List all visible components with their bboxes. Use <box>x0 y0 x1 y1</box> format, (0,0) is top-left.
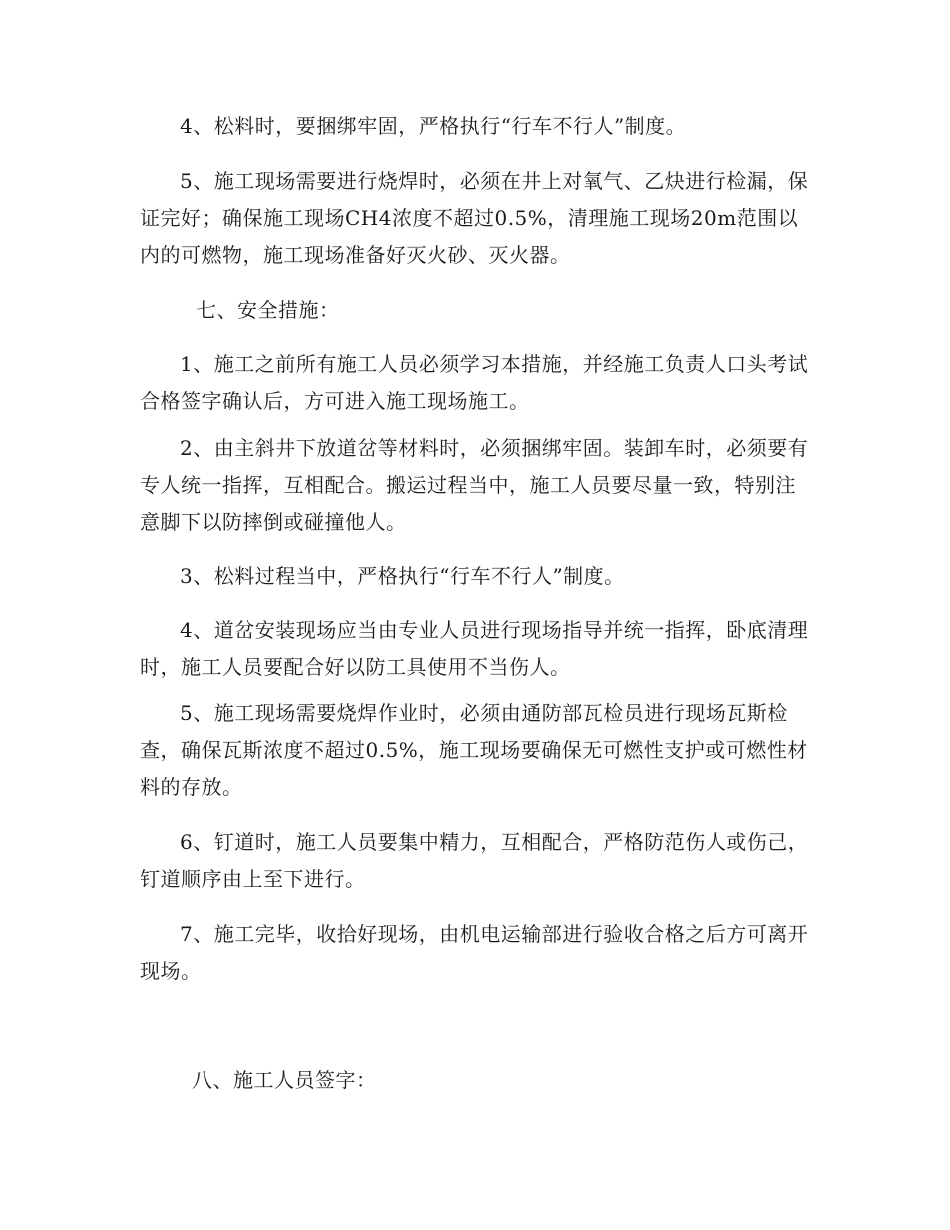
paragraph-1-study-measures: 1、施工之前所有施工人员必须学习本措施，并经施工负责人口头考试合格签字确认后，方可进入施工现场施工。 <box>140 352 809 413</box>
paragraph-7-acceptance: 7、施工完毕，收拾好现场，由机电运输部进行验收合格之后方可离开现场。 <box>140 922 809 983</box>
paragraph-4-loosen-material: 4、松料时，要捆绑牢固，严格执行“行车不行人”制度。 <box>180 114 687 138</box>
section-heading-signatures: 八、施工人员签字： <box>192 1068 377 1092</box>
paragraph-3-loosen-material: 3、松料过程当中，严格执行“行车不行人”制度。 <box>180 564 625 588</box>
paragraph-2-lowering-materials: 2、由主斜井下放道岔等材料时，必须捆绑牢固。装卸车时，必须要有专人统一指挥，互相配合。搬运过程当中，施工人员要尽量一致，特别注意脚下以防摔倒或碰撞他人。 <box>140 436 809 534</box>
paragraph-4-switch-installation: 4、道岔安装现场应当由专业人员进行现场指导并统一指挥，卧底清理时，施工人员要配合好以防工具使用不当伤人。 <box>140 618 809 679</box>
paragraph-5-gas-inspection: 5、施工现场需要烧焊作业时，必须由通防部瓦检员进行现场瓦斯检查，确保瓦斯浓度不超过0.5%，施工现场要确保无可燃性支护或可燃性材料的存放。 <box>140 701 808 799</box>
section-heading-safety-measures: 七、安全措施： <box>196 298 340 322</box>
paragraph-6-spiking: 6、钉道时，施工人员要集中精力，互相配合，严格防范伤人或伤己，钉道顺序由上至下进行。 <box>140 830 809 891</box>
paragraph-5-welding: 5、施工现场需要进行烧焊时，必须在井上对氧气、乙炔进行检漏，保证完好；确保施工现场CH4浓度不超过0.5%，清理施工现场20m范围以内的可燃物，施工现场准备好灭火砂、灭火器。 <box>140 169 809 267</box>
